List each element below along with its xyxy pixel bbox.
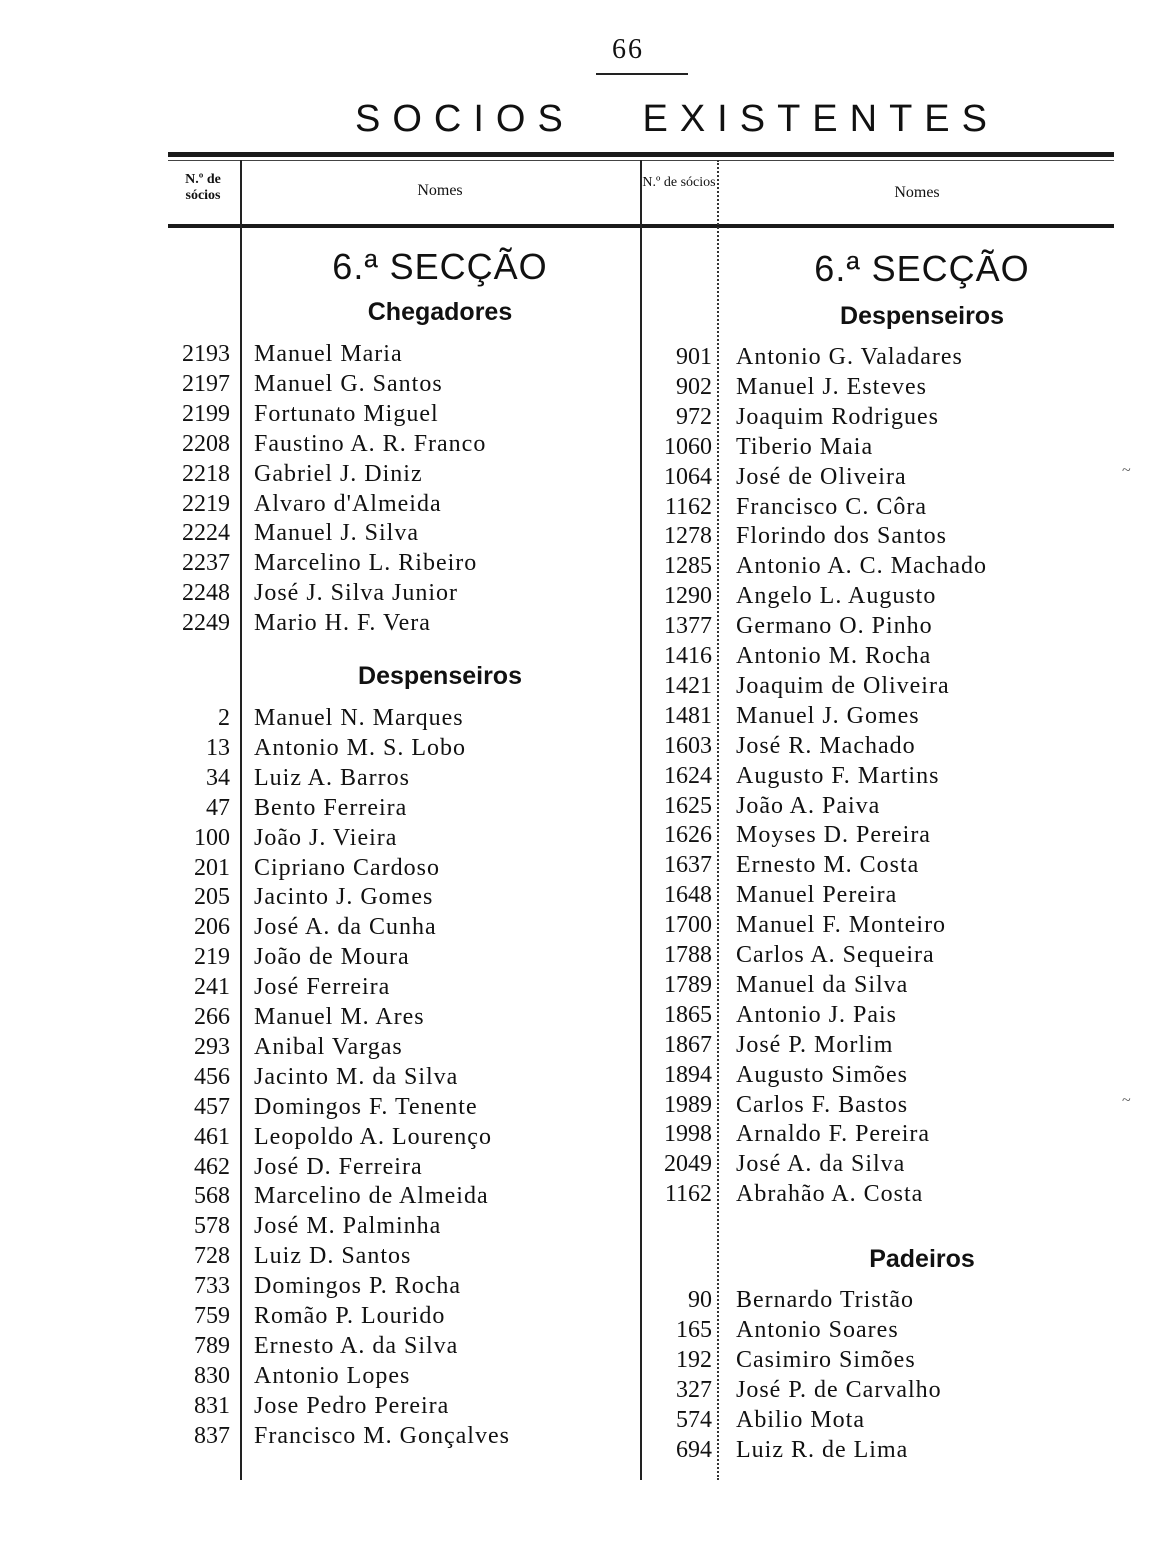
member-name: Domingos F. Tenente [254,1093,478,1120]
member-name: Romão P. Lourido [254,1303,446,1329]
member-name: Gabriel J. Diniz [254,460,423,487]
member-number: 830 [194,1362,230,1389]
member-number: 266 [194,1004,230,1030]
member-name: Germano O. Pinho [736,613,933,640]
member-number: 837 [194,1422,230,1449]
member-name: Manuel M. Ares [254,1004,425,1030]
page-number-rule [596,73,688,75]
member-number: 574 [676,1406,712,1433]
member-name: Manuel Pereira [736,882,898,909]
member-name: Ernesto A. da Silva [254,1332,459,1359]
member-name: José A. da Cunha [254,914,437,941]
member-name: Manuel J. Gomes [736,702,920,729]
member-number: 1648 [664,882,712,909]
member-number: 733 [194,1273,230,1300]
member-name: Augusto F. Martins [736,762,940,789]
member-name: Luiz A. Barros [254,764,410,791]
member-name: Manuel Maria [254,341,403,367]
member-name: Antonio Soares [736,1317,899,1343]
member-number: 206 [194,914,230,941]
member-number: 34 [206,764,230,791]
member-name: José P. Morlim [736,1031,894,1058]
member-number: 219 [194,944,230,971]
member-number: 1789 [664,971,712,998]
group-title: Padeiros [869,1245,975,1274]
member-name: José D. Ferreira [254,1153,423,1180]
member-name: Antonio G. Valadares [736,344,963,370]
page-number: 66 [612,34,644,65]
header-right-number: N.º de sócios [642,175,716,190]
member-number: 1060 [664,433,712,460]
member-name: José R. Machado [736,732,916,759]
member-name: Francisco C. Côra [736,493,927,520]
member-number: 2197 [182,370,230,397]
member-number: 2248 [182,580,230,607]
header-right-names: Nomes [894,184,940,201]
member-name: Antonio J. Pais [736,1001,898,1028]
member-number: 2208 [182,430,230,457]
header-left-names: Nomes [417,182,463,199]
member-name: Jose Pedro Pereira [254,1392,450,1419]
member-number: 90 [688,1287,712,1314]
speck-mark: ~ [1122,1092,1131,1109]
member-name: Manuel G. Santos [254,370,443,397]
member-name: José A. da Silva [736,1151,906,1178]
member-name: Joaquim Rodrigues [736,403,939,430]
member-name: Augusto Simões [736,1061,909,1088]
member-name: Jacinto J. Gomes [254,884,434,911]
member-name: José P. de Carvalho [736,1376,942,1403]
member-number: 1637 [664,852,712,879]
member-number: 100 [194,824,230,851]
member-name: Fortunato Miguel [254,400,439,427]
member-name: Tiberio Maia [736,433,874,460]
member-number: 2049 [664,1151,712,1178]
member-number: 901 [676,344,712,370]
member-name: Arnaldo F. Pereira [736,1121,931,1148]
member-name: Manuel da Silva [736,971,909,998]
member-name: João A. Paiva [736,792,881,819]
member-number: 2249 [182,610,230,637]
member-number: 2218 [182,460,230,487]
member-number: 462 [194,1153,230,1180]
member-number: 1162 [664,493,712,520]
member-name: Antonio M. S. Lobo [254,734,467,761]
speck-mark: ~ [1122,462,1131,479]
member-number: 1989 [664,1091,712,1118]
member-number: 2199 [182,400,230,427]
member-name: Manuel F. Monteiro [736,912,947,939]
member-name: Antonio Lopes [254,1362,411,1389]
member-number: 1162 [664,1181,712,1208]
member-number: 1894 [664,1061,712,1088]
member-name: Mario H. F. Vera [254,610,431,637]
member-name: Anibal Vargas [254,1033,403,1060]
member-number: 13 [206,734,230,761]
member-number: 789 [194,1332,230,1359]
member-name: Faustino A. R. Franco [254,430,487,457]
member-number: 1603 [664,732,712,759]
member-name: Luiz R. de Lima [736,1436,909,1463]
member-name: José M. Palminha [254,1213,442,1240]
member-name: João J. Vieira [254,824,398,851]
member-number: 1285 [664,553,712,580]
member-name: José J. Silva Junior [254,580,459,607]
member-number: 1290 [664,583,712,610]
member-number: 47 [206,794,230,821]
member-name: Joaquim de Oliveira [736,672,950,699]
member-number: 902 [676,373,712,400]
member-name: Antonio A. C. Machado [736,553,987,580]
member-number: 205 [194,884,230,911]
member-name: Luiz D. Santos [254,1243,412,1270]
member-number: 2224 [182,520,230,547]
member-number: 1278 [664,523,712,550]
member-number: 192 [676,1346,712,1373]
member-number: 1626 [664,822,712,849]
member-name: Carlos A. Sequeira [736,942,935,968]
group-title: Chegadores [367,298,513,326]
member-number: 241 [194,974,230,1001]
member-number: 694 [676,1436,712,1463]
member-name: Marcelino L. Ribeiro [254,550,478,577]
page-title: SOCIOS EXISTENTES [355,98,999,140]
member-number: 461 [194,1123,230,1150]
member-number: 2 [218,705,230,731]
member-name: Manuel J. Silva [254,520,419,547]
member-number: 2193 [182,341,230,367]
header-left-number: N.º de sócios [185,172,221,203]
member-name: Bernardo Tristão [736,1287,914,1314]
member-name: Manuel J. Esteves [736,373,927,400]
member-number: 1624 [664,762,712,789]
member-number: 1421 [664,672,712,699]
member-number: 327 [676,1376,712,1403]
member-name: Bento Ferreira [254,794,408,821]
member-name: Abrahão A. Costa [736,1181,924,1208]
member-number: 1625 [664,792,712,819]
table-top-rule [168,152,1114,157]
member-name: José Ferreira [254,974,391,1001]
member-number: 1865 [664,1001,712,1028]
member-number: 456 [194,1063,230,1090]
group-title: Despenseiros [358,662,522,690]
member-number: 1416 [664,643,712,669]
member-name: Francisco M. Gonçalves [254,1422,510,1449]
section-title: 6.ª SECÇÃO [332,246,548,287]
member-number: 1064 [664,463,712,490]
member-number: 759 [194,1303,230,1329]
member-name: Leopoldo A. Lourenço [254,1123,492,1150]
member-name: Domingos P. Rocha [254,1273,462,1300]
member-number: 578 [194,1213,230,1240]
section-title: 6.ª SECÇÃO [814,248,1030,289]
column-divider-left [240,160,242,1480]
member-name: Carlos F. Bastos [736,1091,909,1118]
member-number: 293 [194,1033,230,1060]
member-number: 201 [194,854,230,881]
group-title: Despenseiros [840,302,1004,330]
member-name: Ernesto M. Costa [736,852,920,879]
member-name: Alvaro d'Almeida [254,490,442,517]
member-name: Jacinto M. da Silva [254,1063,459,1090]
member-name: Moyses D. Pereira [736,822,931,849]
member-number: 2237 [182,550,230,577]
member-number: 1700 [664,912,712,939]
member-number: 457 [194,1093,230,1120]
member-number: 1481 [664,702,712,729]
member-name: José de Oliveira [736,463,907,490]
member-name: Cipriano Cardoso [254,854,440,881]
member-number: 728 [194,1243,230,1270]
member-name: João de Moura [254,944,410,971]
member-name: Marcelino de Almeida [254,1183,489,1210]
member-number: 1867 [664,1031,712,1058]
member-number: 1377 [664,613,712,640]
member-number: 165 [676,1317,712,1343]
member-number: 2219 [182,490,230,517]
member-name: Casimiro Simões [736,1346,916,1373]
column-divider-right [717,160,719,1480]
member-number: 972 [676,403,712,430]
member-name: Angelo L. Augusto [736,583,937,610]
member-name: Abilio Mota [736,1406,865,1433]
member-number: 1998 [664,1121,712,1148]
member-number: 831 [194,1392,230,1419]
member-number: 568 [194,1183,230,1210]
member-number: 1788 [664,942,712,968]
member-name: Manuel N. Marques [254,705,464,731]
member-name: Florindo dos Santos [736,523,948,550]
member-name: Antonio M. Rocha [736,643,932,669]
